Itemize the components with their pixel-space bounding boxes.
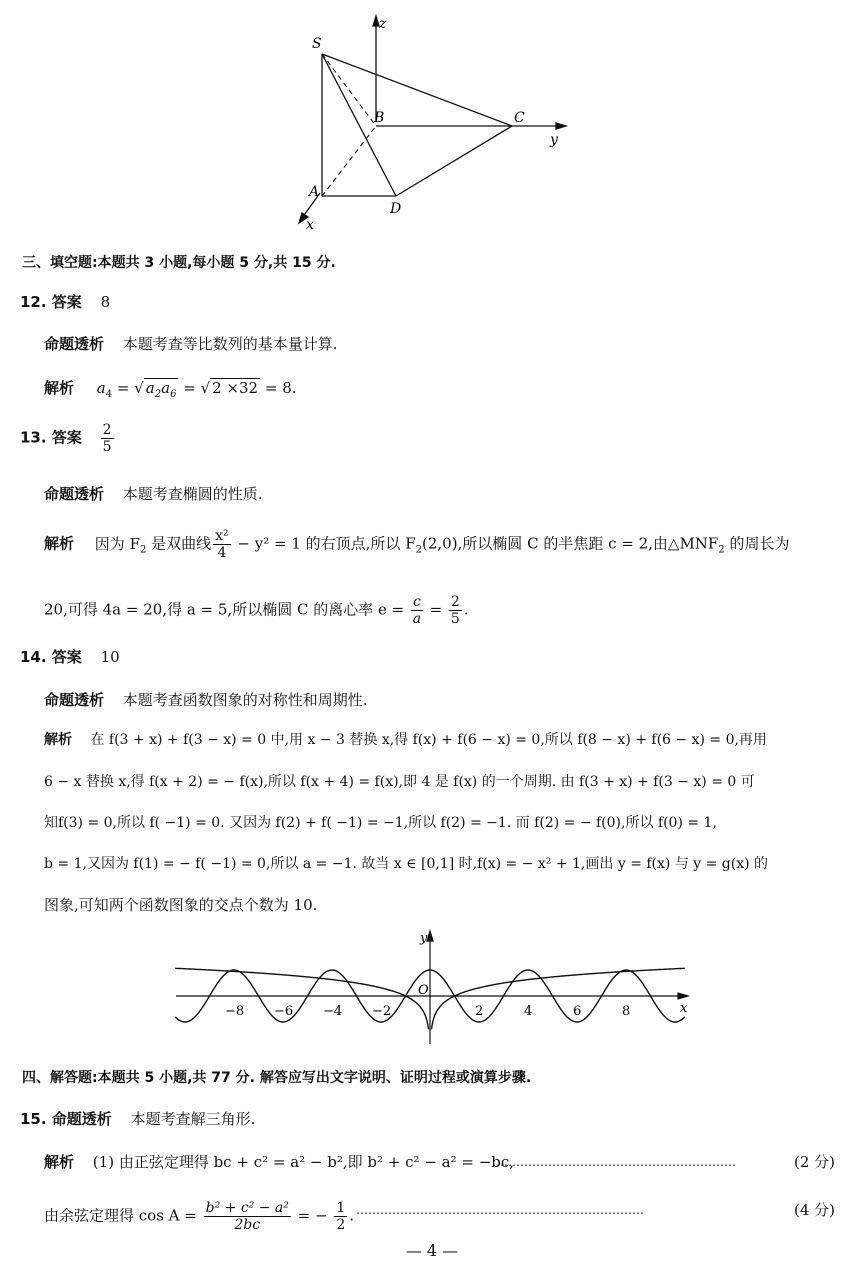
- q15-head-label: 15. 命题透析: [20, 1110, 112, 1128]
- graph-tick-pos2: 2: [475, 1004, 484, 1019]
- q15-score1: (2 分): [794, 1153, 836, 1171]
- page-number: — 4 —: [405, 1241, 459, 1260]
- graph-origin: O: [418, 983, 429, 998]
- curve-g-right: [432, 968, 685, 1029]
- q14-analysis-label: 命题透析: [44, 691, 105, 709]
- q15-frac-half: $\frac{1}{2}$: [336, 1200, 346, 1233]
- q14-solution-line4: b = 1,又因为 f(1) = − f( −1) = 0,所以 a = −1. 故当 x ∈ [0,1] 时,f(x) = − x² + 1,画出 y = f(x) 与 y = g(x) 的: [44, 856, 769, 872]
- q15-solution-line2: 由余弦定理得 cos A = $\frac{\text{b² + c² − a²}}{2bc}$ = − $\frac{1}{2}$ .: [44, 1200, 355, 1233]
- q12-solution-row: 解析 $a_4$ = √ $a_2a_6$ = √ 2 ×32 = 8.: [44, 379, 297, 400]
- q12-solution-label: 解析: [44, 379, 75, 397]
- graph-tick-pos6: 6: [573, 1004, 582, 1019]
- label-z: z: [379, 16, 387, 32]
- label-C: C: [514, 110, 525, 126]
- graph-y-label: y: [420, 931, 428, 946]
- q15-solution-line1: 解析 (1) 由正弦定理得 bc + c² = a² − b²,即 b² + c² − a² = −bc,: [44, 1153, 515, 1171]
- q12-answer: 8: [100, 293, 111, 311]
- q13-frac-2-5: $\frac{2}{5}$: [450, 594, 460, 627]
- graph-tick-neg6: −6: [274, 1004, 294, 1019]
- label-x: x: [306, 217, 314, 233]
- graph-x-label: x: [680, 1001, 688, 1016]
- q14-solution-line2: 6 − x 替换 x,得 f(x + 2) = − f(x),所以 f(x + 4) = f(x),即 4 是 f(x) 的一个周期. 由 f(3 + x) + f(3 − x) = 0 可: [44, 774, 755, 790]
- q12-s8: =: [178, 379, 201, 397]
- q12-answer-row: [20, 292, 110, 312]
- q13-solution-line1: 解析 因为 $F_2$ 是双曲线 $\frac{\text{x²}}{4}$ − y² = 1 的右顶点,所以 $F_2(2,0)$,所以椭圆 C 的半焦距 c = 2,由$\triangle MNF_2$ 的周长为: [44, 528, 790, 561]
- q13-solution-label: 解析: [44, 534, 75, 553]
- q14-solution-line5: 图象,可知两个函数图象的交点个数为 10.: [44, 896, 318, 914]
- q12-s3: =: [112, 379, 135, 397]
- q12-analysis-label: 命题透析: [44, 335, 105, 353]
- q13-analysis-label: 命题透析: [44, 485, 105, 503]
- q15-dots2: ………………………………………………………………: [356, 1203, 644, 1217]
- graph-tick-neg8: −8: [225, 1004, 245, 1019]
- q12-sqrt1: $a_2a_6$: [145, 379, 177, 400]
- section4-heading: 四、解答题:本题共 5 小题,共 77 分. 解答应写出文字说明、证明过程或演算步骤.: [22, 1070, 532, 1086]
- q13-analysis-row: [44, 484, 263, 504]
- q14-answer-row: [20, 647, 120, 667]
- q13-answer-label: 13. 答案: [20, 428, 82, 447]
- q15-dots1: ……………………………………………………: [496, 1155, 736, 1169]
- q12-s1: a: [96, 379, 106, 397]
- q13-analysis: 本题考查椭圆的性质.: [122, 485, 263, 503]
- q12-analysis: 本题考查等比数列的基本量计算.: [122, 335, 338, 353]
- q14-solution-label: 解析: [44, 732, 72, 748]
- q13-frac-x2-4: $\frac{\text{x²}}{4}$: [215, 528, 229, 561]
- q14-answer-label: 14. 答案: [20, 648, 82, 666]
- q13-answer-row: [20, 422, 116, 455]
- graph-tick-neg4: −4: [323, 1004, 343, 1019]
- label-A: A: [309, 184, 320, 200]
- graph-tick-neg2: −2: [372, 1004, 392, 1019]
- q14-solution-line3: 知f(3) = 0,所以 f( −1) = 0. 又因为 f(2) + f( −1) = −1,所以 f(2) = −1. 而 f(2) = − f(0),所以 f(0) = 1,: [44, 815, 717, 831]
- label-D: D: [390, 201, 402, 217]
- q15-analysis: 本题考查解三角形.: [130, 1110, 256, 1128]
- q15-frac-cos: $\frac{\text{b² + c² − a²}}{2bc}$: [205, 1200, 289, 1233]
- q14-solution-line1: 解析 在 f(3 + x) + f(3 − x) = 0 中,用 x − 3 替换 x,得 f(x) + f(6 − x) = 0,所以 f(8 − x) + f(6 − x) = 0,再用: [44, 732, 767, 748]
- label-B: B: [374, 110, 385, 126]
- curve-g-left: [175, 968, 428, 1029]
- q14-answer: 10: [100, 648, 120, 666]
- q15-solution-label: 解析: [44, 1153, 75, 1171]
- q12-analysis-row: [44, 334, 338, 354]
- q14-analysis: 本题考查函数图象的对称性和周期性.: [122, 691, 368, 709]
- q14-analysis-row: [44, 690, 368, 710]
- section3-heading: 三、填空题:本题共 3 小题,每小题 5 分,共 15 分.: [22, 255, 336, 271]
- q13-solution-line2: 20,可得 4a = 20,得 a = 5,所以椭圆 C 的离心率 e = $\frac{c}{a}$ = $\frac{2}{5}$ .: [44, 594, 469, 627]
- graph-tick-pos8: 8: [622, 1004, 631, 1019]
- label-y: y: [550, 132, 558, 148]
- q12-answer-label: 12. 答案: [20, 293, 82, 311]
- q15-score2: (4 分): [794, 1201, 836, 1219]
- q12-s2: 4: [105, 389, 113, 400]
- pyramid-figure: [290, 8, 580, 233]
- graph-tick-pos4: 4: [524, 1004, 533, 1019]
- q13-frac-c-a: $\frac{c}{a}$: [412, 594, 422, 627]
- q12-sqrt2: 2 ×32: [212, 379, 259, 397]
- q12-s10: = 8.: [260, 379, 297, 397]
- q15-head-row: [20, 1109, 255, 1129]
- q13-answer-frac: $\frac{2}{5}$: [102, 422, 112, 455]
- function-graph: [170, 926, 700, 1051]
- label-S: S: [312, 36, 322, 52]
